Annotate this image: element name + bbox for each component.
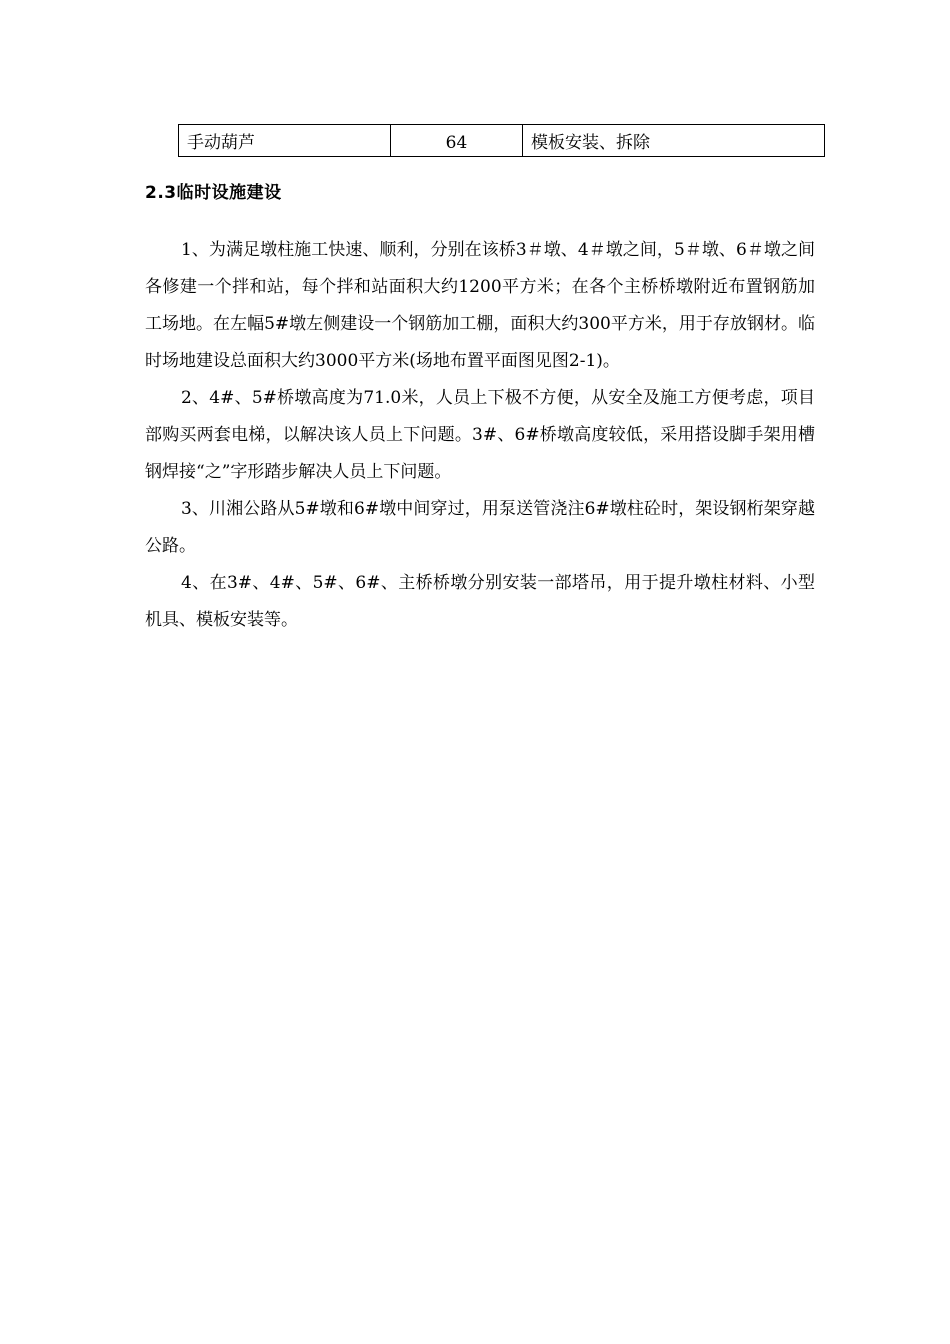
section-body <box>145 232 815 639</box>
equipment-usage-cell: 模板安装、拆除 <box>523 125 825 157</box>
equipment-quantity-cell: 64 <box>391 125 523 157</box>
paragraph-4: 4、在3#、4#、5#、6#、主桥桥墩分别安装一部塔吊，用于提升墩柱材料、小型机具、模板安装等。 <box>145 573 815 630</box>
equipment-table <box>178 124 825 157</box>
equipment-name-cell: 手动葫芦 <box>179 125 391 157</box>
paragraph-2: 2、4#、5#桥墩高度为71.0米，人员上下极不方便，从安全及施工方便考虑，项目部购买两套电梯，以解决该人员上下问题。3#、6#桥墩高度较低，采用搭设脚手架用槽钢焊接“之”字形踏步解决人员上下问题。 <box>145 388 815 482</box>
paragraph-1: 1、为满足墩柱施工快速、顺利，分别在该桥3＃墩、4＃墩之间，5＃墩、6＃墩之间各修建一个拌和站，每个拌和站面积大约1200平方米；在各个主桥桥墩附近布置钢筋加工场地。在左幅5#墩左侧建设一个钢筋加工棚，面积大约300平方米，用于存放钢材。临时场地建设总面积大约3000平方米(场地布置平面图见图2-1)。 <box>145 240 815 371</box>
paragraph-3: 3、川湘公路从5#墩和6#墩中间穿过，用泵送管浇注6#墩柱砼时，架设钢桁架穿越公路。 <box>145 499 815 556</box>
section-heading: 2.3临时设施建设 <box>145 183 282 203</box>
table-row <box>179 125 825 157</box>
